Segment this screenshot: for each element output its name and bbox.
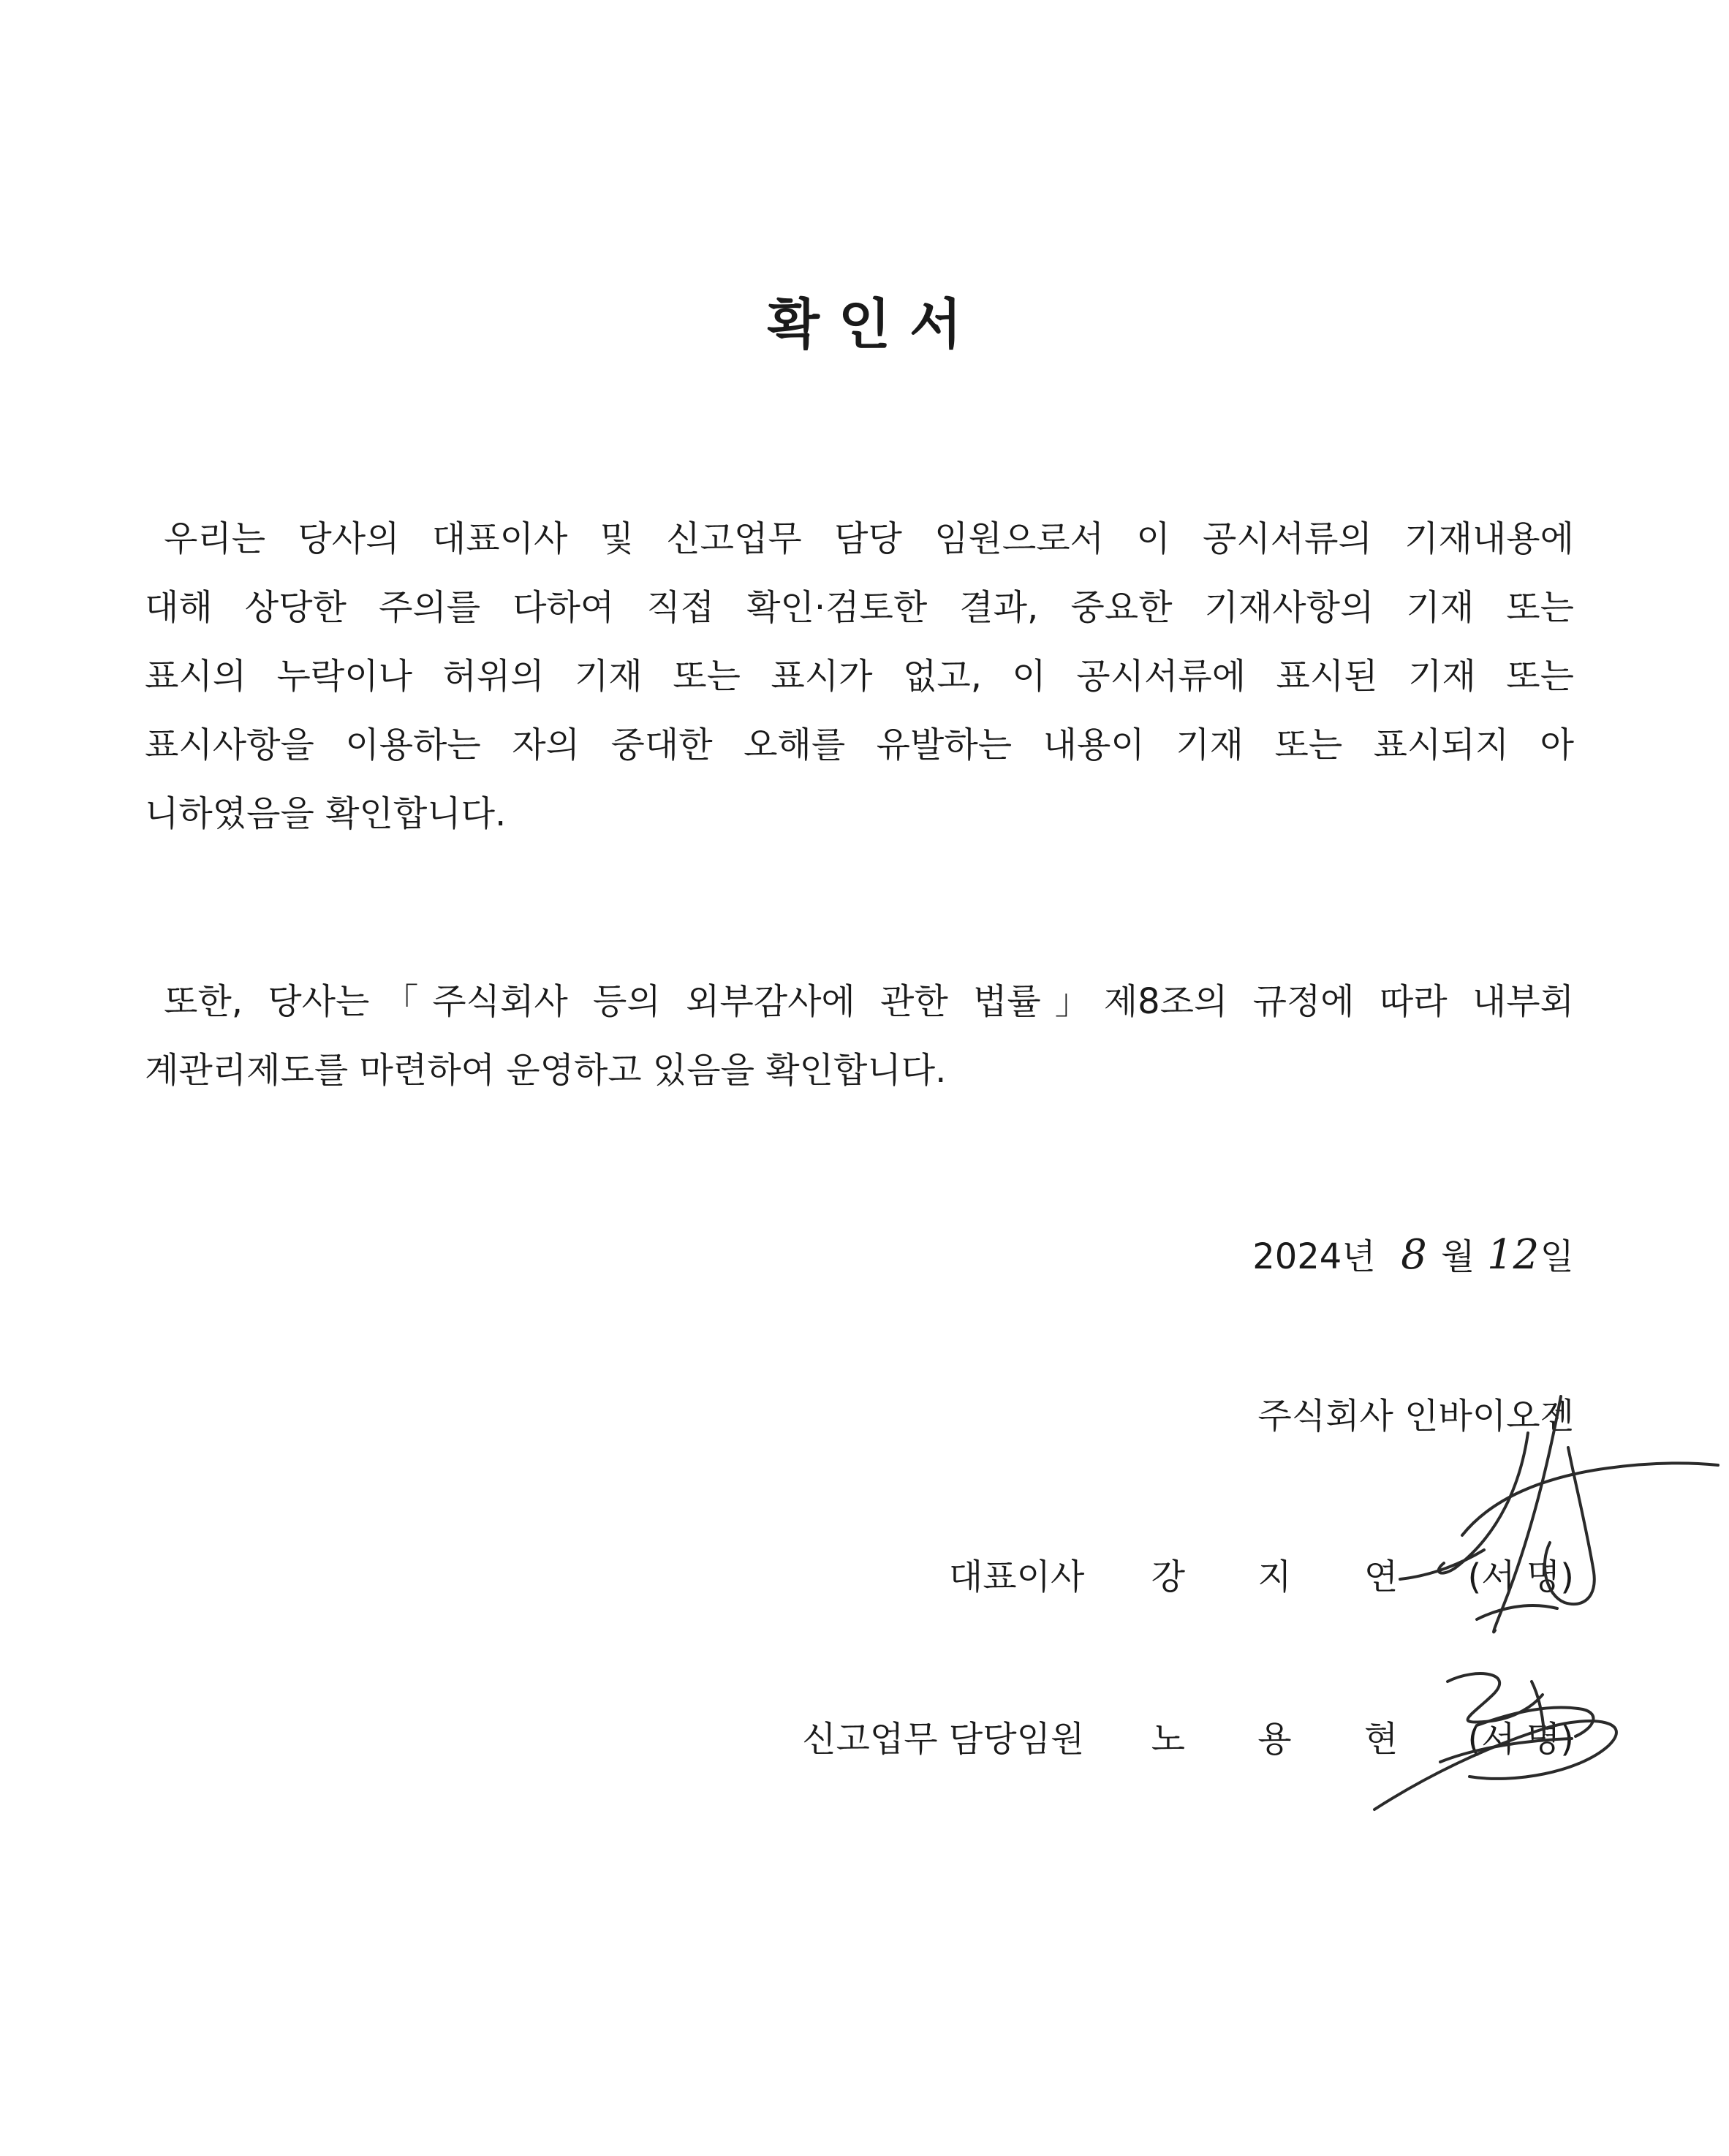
representative-role: 대표이사	[948, 1557, 1085, 1597]
document-title: 확 인 서	[767, 293, 962, 356]
date-year: 2024년	[1252, 1236, 1376, 1277]
document-date	[1252, 1228, 1574, 1279]
representative-signature-label: (서 명)	[1467, 1557, 1574, 1597]
representative-line	[949, 1548, 1574, 1599]
representative-name: 강 지 연	[1151, 1557, 1429, 1597]
paragraph-line: 계관리제도를 마련하여 운영하고 있음을 확인합니다.	[145, 1050, 947, 1091]
date-month-handwritten: 8	[1401, 1231, 1427, 1279]
paragraph-line: 니하였음을 확인합니다.	[145, 793, 507, 834]
internal-control-paragraph	[145, 967, 1574, 1105]
date-day-handwritten: 12	[1486, 1231, 1540, 1279]
officer-name: 노 용 현	[1151, 1719, 1429, 1760]
officer-role: 신고업무 담당임원	[802, 1719, 1085, 1760]
confirmation-paragraph	[145, 504, 1574, 848]
date-day-unit: 일	[1540, 1236, 1574, 1277]
date-month-unit: 월	[1440, 1236, 1475, 1277]
paragraph-line: 대해 상당한 주의를 다하여 직접 확인·검토한 결과, 중요한 기재사항의 기재 또는	[145, 587, 1574, 628]
paragraph-line: 또한, 당사는「주식회사 등의 외부감사에 관한 법률」제8조의 규정에 따라 내부회	[164, 981, 1574, 1022]
paragraph-line: 우리는 당사의 대표이사 및 신고업무 담당 임원으로서 이 공시서류의 기재내용에	[164, 518, 1574, 559]
company-name: 주식회사 인바이오젠	[1257, 1396, 1574, 1437]
paragraph-line: 표시의 누락이나 허위의 기재 또는 표시가 없고, 이 공시서류에 표시된 기재 또는	[145, 656, 1574, 697]
officer-line	[802, 1711, 1574, 1761]
paragraph-line: 표시사항을 이용하는 자의 중대한 오해를 유발하는 내용이 기재 또는 표시되지 아	[145, 725, 1574, 765]
officer-signature-label: (서 명)	[1467, 1719, 1574, 1760]
